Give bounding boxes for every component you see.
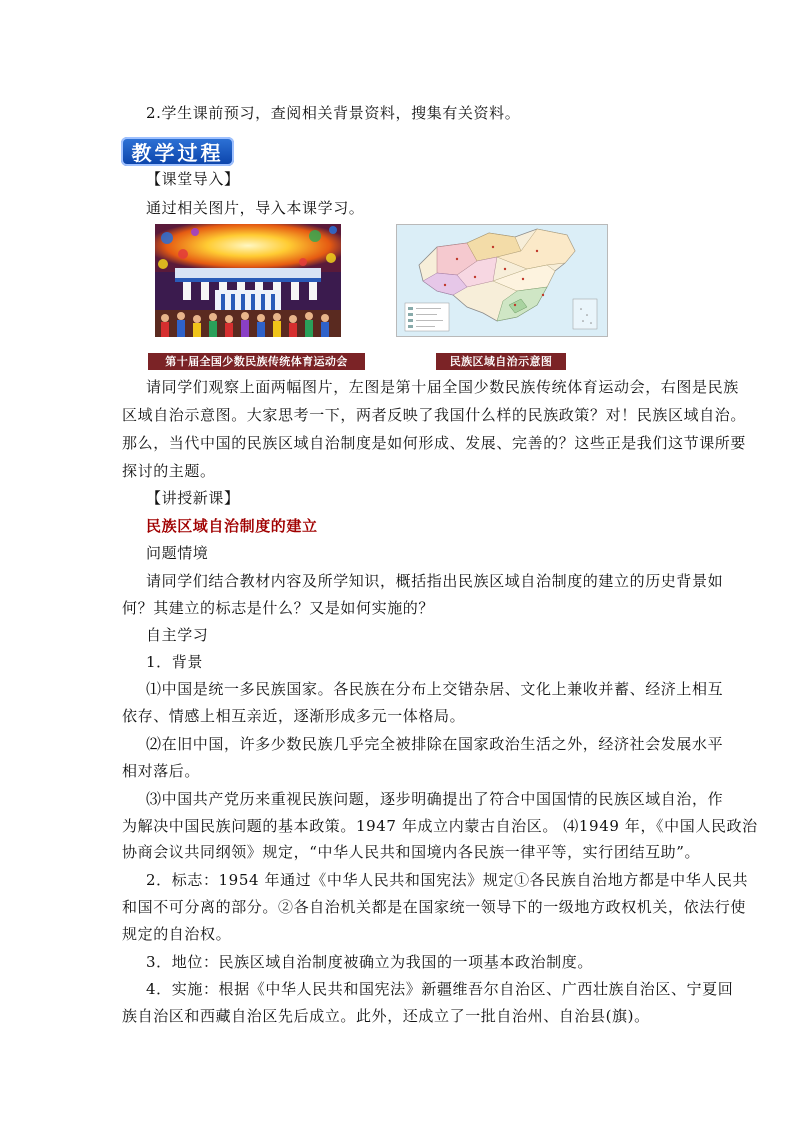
background-title: 1．背景	[146, 653, 203, 671]
mark-line-c: 规定的自治权。	[122, 925, 232, 943]
prep-line-2: 2.学生课前预习，查阅相关背景资料，搜集有关资料。	[146, 104, 521, 122]
intro-text: 通过相关图片，导入本课学习。	[146, 199, 365, 217]
question-title: 问题情境	[146, 544, 209, 562]
background-3-line-b: 为解决中国民族问题的基本政策。1947 年成立内蒙古自治区。 ⑷1949 年，《中国人民政治	[122, 817, 758, 835]
autonomy-map-illustration	[397, 225, 607, 336]
sports-games-image	[155, 224, 341, 337]
background-2-line-b: 相对落后。	[122, 762, 201, 780]
caption-autonomy-map: 民族区域自治示意图	[436, 353, 566, 370]
new-lesson-heading: 【讲授新课】	[146, 489, 240, 507]
para1-line-d: 探讨的主题。	[122, 462, 216, 480]
mark-line-b: 和国不可分离的部分。②各自治机关都是在国家统一领导下的一级地方政权机关，依法行使	[122, 898, 747, 916]
mark-line-a: 2．标志：1954 年通过《中华人民共和国宪法》规定①各民族自治地方都是中华人民共	[146, 871, 749, 889]
sports-games-illustration	[155, 224, 341, 337]
intro-heading: 【课堂导入】	[146, 170, 240, 188]
para1-line-c: 那么，当代中国的民族区域自治制度是如何形成、发展、完善的？这些正是我们这节课所要	[122, 434, 747, 452]
implementation-line-b: 族自治区和西藏自治区先后成立。此外，还成立了一批自治州、自治县(旗)。	[122, 1007, 650, 1025]
background-3-line-c: 协商会议共同纲领》规定，“中华人民共和国境内各民族一律平等，实行团结互助”。	[122, 843, 701, 861]
background-2-line-a: ⑵在旧中国，许多少数民族几乎完全被排除在国家政治生活之外，经济社会发展水平	[146, 735, 724, 753]
caption-sports-games: 第十届全国少数民族传统体育运动会	[148, 353, 365, 370]
para1-line-a: 请同学们观察上面两幅图片，左图是第十届全国少数民族传统体育运动会，右图是民族	[146, 378, 739, 396]
question-line-a: 请同学们结合教材内容及所学知识，概括指出民族区域自治制度的建立的历史背景如	[146, 572, 724, 590]
question-line-b: 何？其建立的标志是什么？又是如何实施的？	[122, 599, 435, 617]
background-1-line-b: 依存、情感上相互亲近，逐渐形成多元一体格局。	[122, 707, 466, 725]
section-title: 民族区域自治制度的建立	[146, 517, 318, 535]
autonomy-map-image	[396, 224, 608, 337]
para1-line-b: 区域自治示意图。大家思考一下，两者反映了我国什么样的民族政策？对！民族区域自治。	[122, 406, 747, 424]
background-3-line-a: ⑶中国共产党历来重视民族问题，逐步明确提出了符合中国国情的民族区域自治，作	[146, 790, 724, 808]
implementation-line-a: 4．实施：根据《中华人民共和国宪法》新疆维吾尔自治区、广西壮族自治区、宁夏回	[146, 980, 734, 998]
banner-title: 教学过程	[131, 141, 224, 165]
self-study-title: 自主学习	[146, 626, 209, 644]
status-line: 3．地位：民族区域自治制度被确立为我国的一项基本政治制度。	[146, 953, 593, 971]
background-1-line-a: ⑴中国是统一多民族国家。各民族在分布上交错杂居、文化上兼收并蓄、经济上相互	[146, 680, 724, 698]
teaching-process-banner	[121, 137, 234, 166]
